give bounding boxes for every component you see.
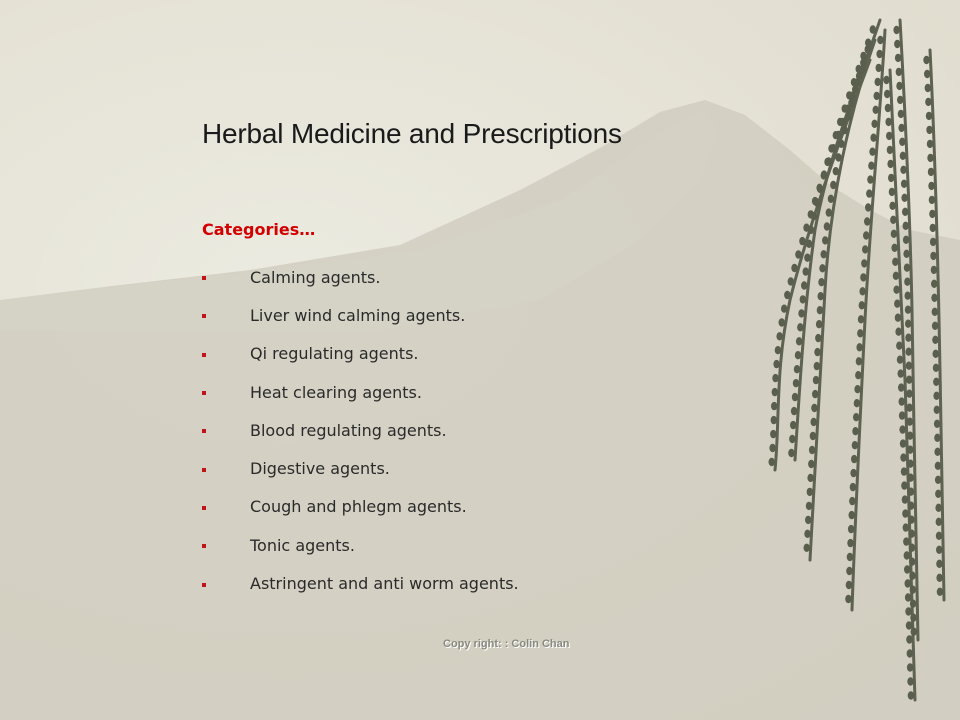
bud — [909, 544, 915, 552]
list-item-label: Astringent and anti worm agents. — [250, 574, 519, 594]
bud — [847, 553, 853, 561]
bud — [883, 76, 889, 84]
bullet-icon — [202, 468, 206, 472]
bud — [901, 481, 907, 489]
categories-heading: Categories… — [202, 220, 316, 239]
bud — [888, 174, 894, 182]
bud — [935, 462, 941, 470]
bud — [794, 365, 800, 373]
list-item — [202, 564, 519, 602]
bud — [814, 362, 820, 370]
bud — [779, 318, 785, 326]
bud — [897, 96, 903, 104]
bud — [824, 222, 830, 230]
bud — [870, 134, 876, 142]
bud — [805, 516, 811, 524]
bud — [929, 210, 935, 218]
bud — [936, 560, 942, 568]
bud — [906, 362, 912, 370]
bud — [901, 467, 907, 475]
bud — [788, 449, 794, 457]
bud — [903, 523, 909, 531]
category-list — [202, 258, 519, 603]
bud — [859, 65, 865, 73]
bud — [896, 82, 902, 90]
bud — [908, 502, 914, 510]
bud — [769, 458, 775, 466]
bud — [891, 230, 897, 238]
bud — [891, 244, 897, 252]
bud — [937, 588, 943, 596]
bud — [927, 154, 933, 162]
bud — [807, 488, 813, 496]
bud — [819, 264, 825, 272]
bud — [907, 663, 913, 671]
list-item — [202, 526, 519, 564]
bud — [869, 148, 875, 156]
bud — [811, 418, 817, 426]
bud — [901, 194, 907, 202]
list-item — [202, 296, 519, 334]
bud — [936, 546, 942, 554]
bud — [894, 300, 900, 308]
bud — [910, 614, 916, 622]
bud — [803, 267, 809, 275]
bullet-icon — [202, 391, 206, 395]
bud — [908, 474, 914, 482]
bud — [906, 390, 912, 398]
bud — [796, 337, 802, 345]
bud — [804, 254, 810, 262]
bud — [845, 112, 851, 120]
bud — [908, 488, 914, 496]
bud — [905, 292, 911, 300]
bud — [815, 334, 821, 342]
bud — [822, 236, 828, 244]
bud — [792, 393, 798, 401]
bud — [857, 329, 863, 337]
bud — [911, 628, 917, 636]
bud — [904, 551, 910, 559]
bud — [908, 516, 914, 524]
bud — [854, 385, 860, 393]
list-item — [202, 335, 519, 373]
bud — [905, 579, 911, 587]
bud — [863, 231, 869, 239]
bud — [853, 413, 859, 421]
bud — [931, 266, 937, 274]
bud — [806, 502, 812, 510]
list-item — [202, 258, 519, 296]
bud — [904, 565, 910, 573]
list-item-label: Qi regulating agents. — [250, 344, 419, 364]
bud — [854, 78, 860, 86]
bud — [797, 323, 803, 331]
bud — [910, 600, 916, 608]
bud — [907, 460, 913, 468]
bud — [818, 278, 824, 286]
bud — [909, 530, 915, 538]
bud — [906, 635, 912, 643]
bud — [849, 497, 855, 505]
bud — [887, 160, 893, 168]
bud — [923, 56, 929, 64]
bud — [905, 334, 911, 342]
bullet-icon — [202, 276, 206, 280]
bud — [934, 434, 940, 442]
bud — [900, 166, 906, 174]
bud — [776, 332, 782, 340]
bud — [903, 222, 909, 230]
bud — [771, 402, 777, 410]
bud — [895, 314, 901, 322]
bud — [865, 45, 871, 53]
bud — [781, 305, 787, 313]
bud — [790, 421, 796, 429]
list-item-label: Heat clearing agents. — [250, 382, 422, 402]
bud — [809, 446, 815, 454]
bud — [795, 250, 801, 258]
bud — [821, 170, 827, 178]
bud — [841, 126, 847, 134]
bud — [903, 537, 909, 545]
bud — [899, 138, 905, 146]
bud — [835, 153, 841, 161]
bud — [895, 328, 901, 336]
bud — [908, 691, 914, 699]
bud — [804, 530, 810, 538]
bud — [811, 404, 817, 412]
bud — [838, 140, 844, 148]
bud — [898, 124, 904, 132]
bud — [830, 144, 836, 152]
bud — [925, 84, 931, 92]
bud — [907, 649, 913, 657]
list-item-label: Calming agents. — [250, 267, 381, 287]
bud — [813, 376, 819, 384]
bud — [806, 240, 812, 248]
bud — [928, 182, 934, 190]
bud — [936, 532, 942, 540]
bud — [900, 152, 906, 160]
bud — [798, 309, 804, 317]
bud — [864, 217, 870, 225]
bud — [896, 68, 902, 76]
bud — [903, 250, 909, 258]
bud — [907, 432, 913, 440]
bud — [932, 336, 938, 344]
bud — [795, 351, 801, 359]
bud — [934, 420, 940, 428]
bud — [852, 441, 858, 449]
bud — [808, 210, 814, 218]
bud — [850, 469, 856, 477]
bud — [931, 280, 937, 288]
slide-title: Herbal Medicine and Prescriptions — [202, 118, 622, 149]
bud — [856, 357, 862, 365]
bud — [871, 120, 877, 128]
list-item-label: Liver wind calming agents. — [250, 305, 466, 325]
bud — [828, 195, 834, 203]
bud — [932, 322, 938, 330]
bud — [898, 369, 904, 377]
bud — [876, 64, 882, 72]
list-item — [202, 411, 519, 449]
bud — [925, 98, 931, 106]
bud — [788, 277, 794, 285]
list-item — [202, 449, 519, 487]
bud — [890, 216, 896, 224]
bud — [791, 264, 797, 272]
list-item-label: Cough and phlegm agents. — [250, 497, 467, 517]
bud — [772, 374, 778, 382]
bud — [897, 356, 903, 364]
bud — [847, 539, 853, 547]
bud — [876, 50, 882, 58]
bud — [928, 168, 934, 176]
bud — [812, 197, 818, 205]
bud — [936, 518, 942, 526]
bullet-icon — [202, 429, 206, 433]
bud — [804, 544, 810, 552]
bud — [850, 91, 856, 99]
bud — [851, 455, 857, 463]
bud — [905, 607, 911, 615]
bud — [906, 348, 912, 356]
bud — [895, 54, 901, 62]
bud — [856, 343, 862, 351]
bud — [910, 586, 916, 594]
bud — [901, 180, 907, 188]
bud — [846, 567, 852, 575]
bud — [906, 404, 912, 412]
bud — [903, 236, 909, 244]
bud — [885, 118, 891, 126]
bud — [907, 418, 913, 426]
bud — [773, 360, 779, 368]
bud — [860, 273, 866, 281]
list-item — [202, 373, 519, 411]
bud — [886, 132, 892, 140]
bud — [936, 574, 942, 582]
bud — [889, 188, 895, 196]
bud — [900, 453, 906, 461]
bud — [801, 281, 807, 289]
bud — [830, 181, 836, 189]
bud — [893, 26, 899, 34]
bud — [905, 306, 911, 314]
bud — [900, 439, 906, 447]
bud — [892, 258, 898, 266]
bud — [930, 224, 936, 232]
bud — [862, 245, 868, 253]
bud — [874, 92, 880, 100]
bud — [870, 25, 876, 33]
bud — [927, 140, 933, 148]
bud — [816, 320, 822, 328]
bud — [816, 184, 822, 192]
bud — [933, 350, 939, 358]
bud — [817, 306, 823, 314]
bud — [899, 411, 905, 419]
bullet-icon — [202, 353, 206, 357]
bud — [899, 397, 905, 405]
bud — [826, 157, 832, 165]
bullet-icon — [202, 583, 206, 587]
bud — [789, 435, 795, 443]
bud — [893, 286, 899, 294]
bud — [907, 677, 913, 685]
bud — [855, 371, 861, 379]
bud — [934, 406, 940, 414]
bud — [800, 295, 806, 303]
bud — [859, 287, 865, 295]
bud — [933, 378, 939, 386]
list-item-label: Digestive agents. — [250, 459, 390, 479]
bud — [848, 525, 854, 533]
bud — [821, 250, 827, 258]
bud — [803, 224, 809, 232]
bud — [775, 346, 781, 354]
bud — [904, 278, 910, 286]
bud — [852, 427, 858, 435]
bud — [926, 112, 932, 120]
bud — [845, 105, 851, 113]
bud — [865, 203, 871, 211]
bud — [898, 110, 904, 118]
bud — [884, 90, 890, 98]
bullet-icon — [202, 506, 206, 510]
bud — [898, 383, 904, 391]
bud — [770, 430, 776, 438]
bud — [859, 301, 865, 309]
bud — [807, 474, 813, 482]
bud — [887, 146, 893, 154]
bud — [909, 558, 915, 566]
bud — [833, 167, 839, 175]
bud — [818, 292, 824, 300]
bud — [902, 509, 908, 517]
bud — [793, 379, 799, 387]
bud — [932, 308, 938, 316]
bud — [933, 364, 939, 372]
bud — [835, 131, 841, 139]
bud — [845, 595, 851, 603]
copyright-notice: Copy right: : Colin Chan — [443, 638, 570, 650]
bud — [935, 504, 941, 512]
bud — [784, 291, 790, 299]
bud — [866, 189, 872, 197]
bud — [905, 320, 911, 328]
bud — [854, 399, 860, 407]
bullet-icon — [202, 314, 206, 318]
bud — [799, 237, 805, 245]
list-item — [202, 488, 519, 526]
bud — [906, 376, 912, 384]
bud — [873, 106, 879, 114]
bud — [769, 444, 775, 452]
bud — [894, 40, 900, 48]
bud — [934, 448, 940, 456]
bud — [924, 70, 930, 78]
bud — [771, 416, 777, 424]
bud — [885, 104, 891, 112]
bud — [926, 126, 932, 134]
bud — [929, 196, 935, 204]
bud — [840, 118, 846, 126]
bud — [858, 315, 864, 323]
bud — [812, 390, 818, 398]
bud — [935, 490, 941, 498]
bud — [899, 425, 905, 433]
bud — [810, 432, 816, 440]
bud — [935, 476, 941, 484]
bud — [772, 388, 778, 396]
bud — [931, 294, 937, 302]
bud — [896, 342, 902, 350]
bud — [893, 272, 899, 280]
bud — [902, 208, 908, 216]
bud — [861, 259, 867, 267]
bud — [877, 36, 883, 44]
bud — [875, 78, 881, 86]
bud — [902, 495, 908, 503]
bud — [867, 175, 873, 183]
bud — [850, 483, 856, 491]
bud — [907, 446, 913, 454]
bullet-icon — [202, 544, 206, 548]
bud — [814, 348, 820, 356]
bud — [846, 581, 852, 589]
bud — [905, 593, 911, 601]
list-item-label: Blood regulating agents. — [250, 420, 447, 440]
bud — [904, 264, 910, 272]
bud — [930, 252, 936, 260]
bud — [826, 208, 832, 216]
bud — [930, 238, 936, 246]
bud — [906, 621, 912, 629]
bud — [868, 162, 874, 170]
bud — [889, 202, 895, 210]
bud — [909, 572, 915, 580]
bud — [849, 511, 855, 519]
bud — [791, 407, 797, 415]
bud — [933, 392, 939, 400]
bud — [808, 460, 814, 468]
list-item-label: Tonic agents. — [250, 535, 355, 555]
